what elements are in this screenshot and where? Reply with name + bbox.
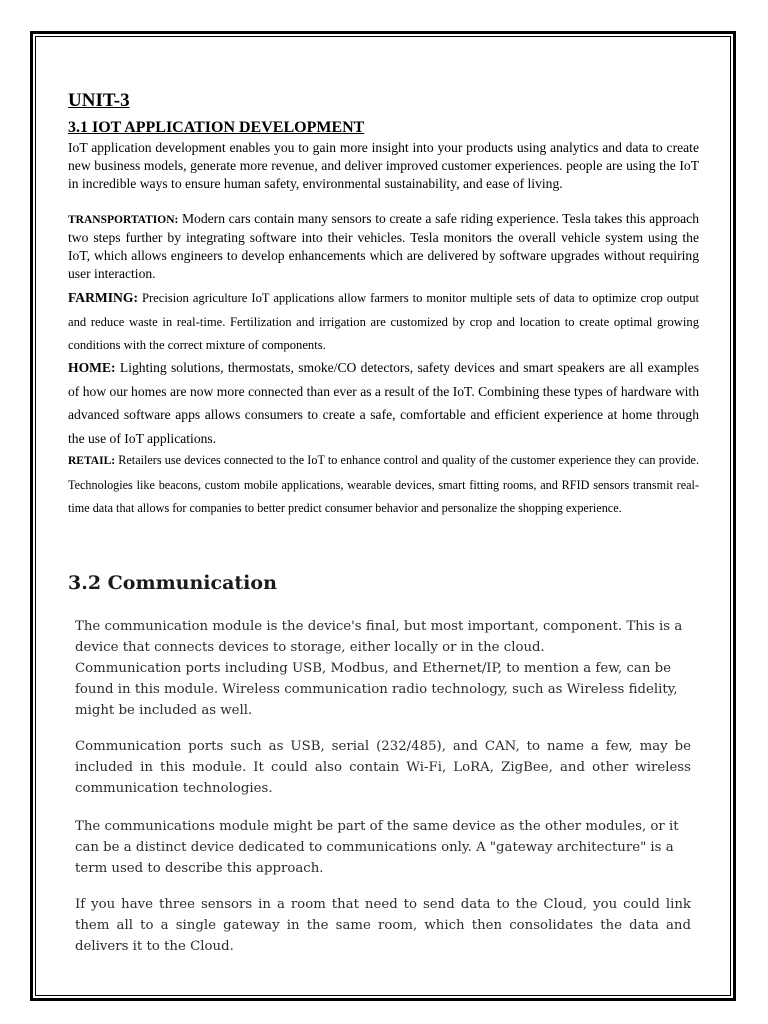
intro-paragraph: IoT application development enables you to gain more insight into your products using analytics and data to create new business models, generate more revenue, and deliver improved customer experiences. people are using the IoT in incredible ways to ensure human safety, environmental sustainability, and ease of living. [68,140,699,191]
communication-paragraph-1 [75,616,691,721]
home-text: Lighting solutions, thermostats, smoke/CO detectors, safety devices and smart speakers are all examples of how our homes are now more connected than ever as a result of the IoT. Combining these types of hardware with advanced software apps allows consumers to create a safe, comfortable and efficient experience at home through the use of IoT applications. [68,360,699,446]
transportation-text: Modern cars contain many sensors to create a safe riding experience. Tesla takes this approach two steps further by integrating software into their vehicles. Tesla monitors the overall vehicle system using the IoT, which allows engineers to develop enhancements which are delivered by software upgrades without requiring user interaction. [68,211,699,281]
farming-label: FARMING: [68,290,138,305]
home-paragraph [68,356,699,450]
home-label: HOME: [68,360,116,375]
retail-paragraph [68,449,699,521]
communication-paragraph-1-line-2: Communication ports including USB, Modbus, and Ethernet/IP, to mention a few, can be found in this module. Wireless communication radio technology, such as Wireless fidelity, might be included as well. [75,661,678,718]
transportation-paragraph [68,210,699,283]
transportation-label: TRANSPORTATION: [68,214,179,226]
retail-label: RETAIL: [68,455,116,467]
section-heading-iot-app-dev: 3.1 IOT APPLICATION DEVELOPMENT [68,119,365,136]
retail-text: Retailers use devices connected to the IoT to enhance control and quality of the customer experience they can provide. Technologies like beacons, custom mobile applications, wearable devices, smart fitting rooms, and RFID sensors transmit real-time data that allows for companies to better predict consumer behavior and personalize the shopping experience. [68,453,699,515]
communication-paragraph-1-line-1: The communication module is the device's final, but most important, component. This is a device that connects devices to storage, either locally or in the cloud. [75,619,683,655]
unit-title: UNIT-3 [68,90,130,111]
communication-paragraph-3: The communications module might be part of the same device as the other modules, or it can be a distinct device dedicated to communications only. A "gateway architecture" is a term used to describe this approach. [75,819,679,876]
farming-text: Precision agriculture IoT applications allow farmers to monitor multiple sets of data to optimize crop output and reduce waste in real-time. Fertilization and irrigation are customized by crop and location to create optimal growing conditions with the correct mixture of components. [68,291,699,352]
communication-paragraph-2: Communication ports such as USB, serial (232/485), and CAN, to name a few, may be included in this module. It could also contain Wi-Fi, LoRA, ZigBee, and other wireless communication technologies. [75,739,691,796]
section-heading-communication: 3.2 Communication [68,572,277,594]
farming-paragraph [68,286,699,358]
communication-paragraph-4: If you have three sensors in a room that need to send data to the Cloud, you could link them all to a single gateway in the same room, which then consolidates the data and delivers it to the Cloud. [75,897,691,954]
